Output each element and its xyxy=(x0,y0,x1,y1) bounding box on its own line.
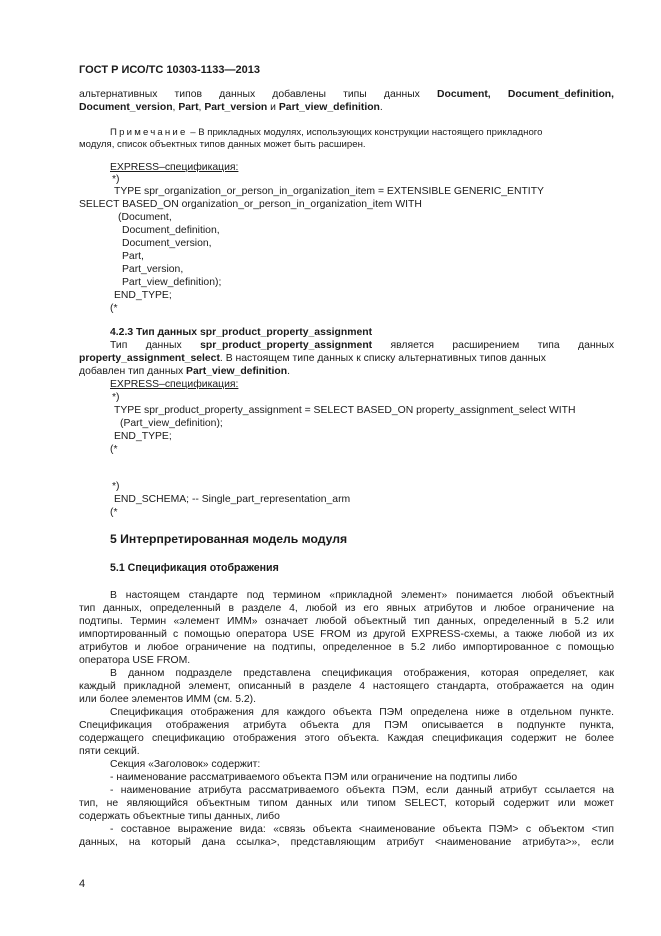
paragraph-line: тип, не являющийся объектным типом данных или типом SELECT, который содержит или может xyxy=(79,798,614,809)
code-line: (Part_view_definition); xyxy=(120,418,223,429)
code-line: END_SCHEMA; -- Single_part_representation_arm xyxy=(114,494,351,505)
paragraph-line: или более элементов ИММ (см. 5.2). xyxy=(79,694,257,705)
section-heading: 4.2.3 Тип данных spr_product_property_assignment xyxy=(110,327,373,338)
express-title: EXPRESS–спецификация: xyxy=(110,379,239,390)
paragraph-line: property_assignment_select. В настоящем типе данных к списку альтернативных типов данных xyxy=(79,353,546,364)
code-line: Document_version, xyxy=(122,238,212,249)
section-heading: 5 Интерпретированная модель модуля xyxy=(110,532,348,546)
paragraph-line: Тип данных spr_product_property_assignment является расширением типа данных xyxy=(110,340,615,351)
paragraph-line: подтипы. Термин «элемент ИММ» означает любой объектный тип данных, определенный в 5.2 или xyxy=(79,616,614,627)
paragraph-line: каждый прикладной элемент, описанный в разделе 4 настоящего стандарта, отображается на один xyxy=(79,681,614,692)
paragraph-line: альтернативных типов данных добавлены типы данных Document, Document_definition, xyxy=(79,89,615,100)
code-line: END_TYPE; xyxy=(114,290,172,301)
code-line: (* xyxy=(110,444,118,455)
code-line: Part_view_definition); xyxy=(122,277,222,288)
paragraph-line: атрибутов и любое ограничение на подтипы, определенное в 5.2 либо импортированное с помощью xyxy=(79,642,614,653)
code-line: (* xyxy=(110,507,118,518)
page-number: 4 xyxy=(79,878,86,890)
note: Примечание – В прикладных модулях, использующих конструкции настоящего прикладного xyxy=(110,127,543,138)
code-line: END_TYPE; xyxy=(114,431,172,442)
paragraph-line: содержать объектные типы данных, либо xyxy=(79,811,280,822)
code-line: Document_definition, xyxy=(122,225,220,236)
paragraph-line: Спецификация отображения атрибута объекта для ПЭМ описывается в подпункте пункта, xyxy=(79,720,614,731)
code-line: SELECT BASED_ON organization_or_person_in_organization_item WITH xyxy=(79,199,422,210)
note-line: модуля, список объектных типов данных может быть расширен. xyxy=(79,139,366,150)
paragraph-line: В настоящем стандарте под термином «прикладной элемент» понимается любой объектный xyxy=(110,590,614,601)
code-line: Part_version, xyxy=(122,264,184,275)
code-line: (Document, xyxy=(118,212,172,223)
document-header: ГОСТ Р ИСО/ТС 10303-1133—2013 xyxy=(79,64,260,76)
subsection-heading: 5.1 Спецификация отображения xyxy=(110,562,279,574)
paragraph-line: Document_version, Part, Part_version и Part_view_definition. xyxy=(79,102,383,113)
list-item: - наименование рассматриваемого объекта ПЭМ или ограничение на подтипы либо xyxy=(110,772,518,783)
paragraph-line: Секция «Заголовок» содержит: xyxy=(110,759,261,770)
code-line: *) xyxy=(112,174,120,185)
paragraph-line: содержащего спецификацию отображения этого объекта. Каждая спецификация содержит не более xyxy=(79,733,614,744)
list-item: - составное выражение вида: «связь объекта <наименование объекта ПЭМ> с объектом <тип xyxy=(110,824,614,835)
paragraph-line: добавлен тип данных Part_view_definition. xyxy=(79,366,290,377)
paragraph-line: данных, на который дана ссылка>, представляющим атрибут <наименование атрибута>», если xyxy=(79,837,614,848)
code-line: Part, xyxy=(122,251,144,262)
paragraph-line: оператора USE FROM. xyxy=(79,655,191,666)
list-item: - наименование атрибута рассматриваемого объекта ПЭМ, если данный атрибут ссылается на xyxy=(110,785,614,796)
paragraph-line: В данном подразделе представлена спецификация отображения, которая определяет, как xyxy=(110,668,614,679)
paragraph-line: тип данных, определенный в разделе 4, любой из его явных атрибутов и любое ограничение на xyxy=(79,603,614,614)
note-label: Примечание xyxy=(110,127,188,138)
code-line: TYPE spr_product_property_assignment = SELECT BASED_ON property_assignment_select WITH xyxy=(114,405,576,416)
code-line: *) xyxy=(112,392,120,403)
paragraph-line: Спецификация отображения для каждого объекта ПЭМ определена ниже в отдельном пункте. xyxy=(110,707,614,718)
code-line: *) xyxy=(112,481,120,492)
code-line: TYPE spr_organization_or_person_in_organization_item = EXTENSIBLE GENERIC_ENTITY xyxy=(114,186,544,197)
paragraph-line: импортированный с помощью оператора USE FROM из другой EXPRESS-схемы, а также любой из их xyxy=(79,629,614,640)
code-line: (* xyxy=(110,303,118,314)
express-title: EXPRESS–спецификация: xyxy=(110,162,239,173)
paragraph-line: пяти секций. xyxy=(79,746,140,757)
